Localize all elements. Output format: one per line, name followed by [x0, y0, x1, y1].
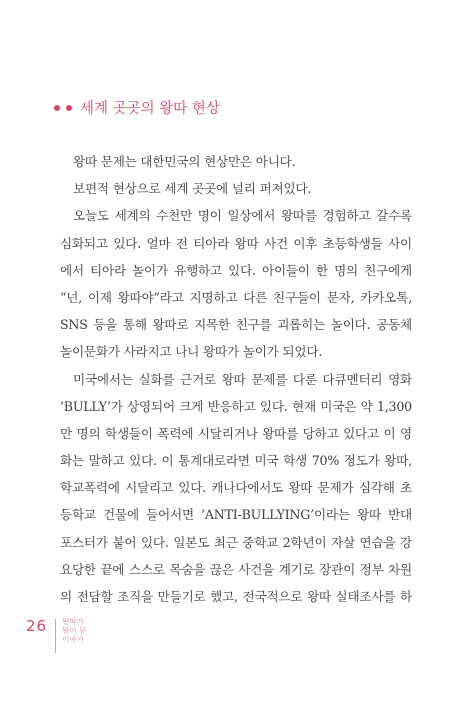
- text-line: 왕따 문제는 대한민국의 현상만은 아니다.: [73, 154, 296, 169]
- text-line: ‘BULLY’가 상영되어 크게 반응하고 있다. 현재 미국은 약 1,300: [60, 398, 412, 414]
- book-title: [62, 617, 86, 644]
- text-line: 심화되고 있다. 얼마 전 티아라 왕따 사건 이후 초등학생들 사이: [60, 235, 412, 251]
- text-line: 미국에서는 실화를 근거로 왕따 문제를 다룬 다큐멘터리 영화: [73, 371, 412, 387]
- book-title-line: 왕이 된: [62, 626, 87, 635]
- section-heading: [54, 97, 220, 118]
- text-line: 오늘도 세계의 수천만 명이 일상에서 왕따를 경험하고 갈수록: [73, 208, 412, 224]
- text-line: 요당한 끝에 스스로 목숨을 끊은 사건을 계기로 장관이 정부 차원: [60, 561, 412, 577]
- text-line: 의 전담할 조직을 만들기로 했고, 전국적으로 왕따 실태조사를 하: [60, 589, 412, 604]
- text-line: 화는 말하고 있다. 이 통계대로라면 미국 학생 70% 정도가 왕따,: [60, 453, 412, 469]
- text-line: 등학교 건물에 들어서면 ‘ANTI-BULLYING’이라는 왕따 반대: [60, 507, 412, 523]
- book-title-line: 왕따가: [62, 617, 84, 626]
- text-line: “넌, 이제 왕따야”라고 지명하고 다른 친구들이 문자, 카카오톡,: [60, 289, 412, 305]
- book-title-line: 이야기: [62, 635, 84, 644]
- bullet-dot-icon: [66, 105, 72, 111]
- text-line: 포스터가 붙어 있다. 일본도 최근 중학교 2학년이 자살 연습을 강: [60, 534, 412, 550]
- page-number: 26: [26, 617, 48, 635]
- page-footer: [26, 617, 86, 653]
- text-line: SNS 등을 통해 왕따로 지목한 친구를 괴롭히는 놀이다. 공동체: [60, 317, 412, 333]
- text-line: 에서 티아라 놀이가 유행하고 있다. 아이들이 한 명의 친구에게: [60, 262, 412, 278]
- section-title: 세계 곳곳의 왕따 현상: [80, 101, 220, 117]
- bullet-dot-icon: [54, 105, 60, 111]
- text-line: 만 명의 학생들이 폭력에 시달리거나 왕따를 당하고 있다고 이 영: [60, 425, 412, 441]
- text-line: 보편적 현상으로 세계 곳곳에 널리 퍼져있다.: [73, 181, 312, 197]
- body-text: [60, 148, 412, 610]
- text-line: 놀이문화가 사라지고 나니 왕따가 놀이가 되었다.: [60, 344, 323, 360]
- text-line: 학교폭력에 시달리고 있다. 캐나다에서도 왕따 문제가 심각해 초: [60, 480, 412, 496]
- footer-divider: [55, 619, 56, 653]
- bullet-icons: [54, 105, 72, 111]
